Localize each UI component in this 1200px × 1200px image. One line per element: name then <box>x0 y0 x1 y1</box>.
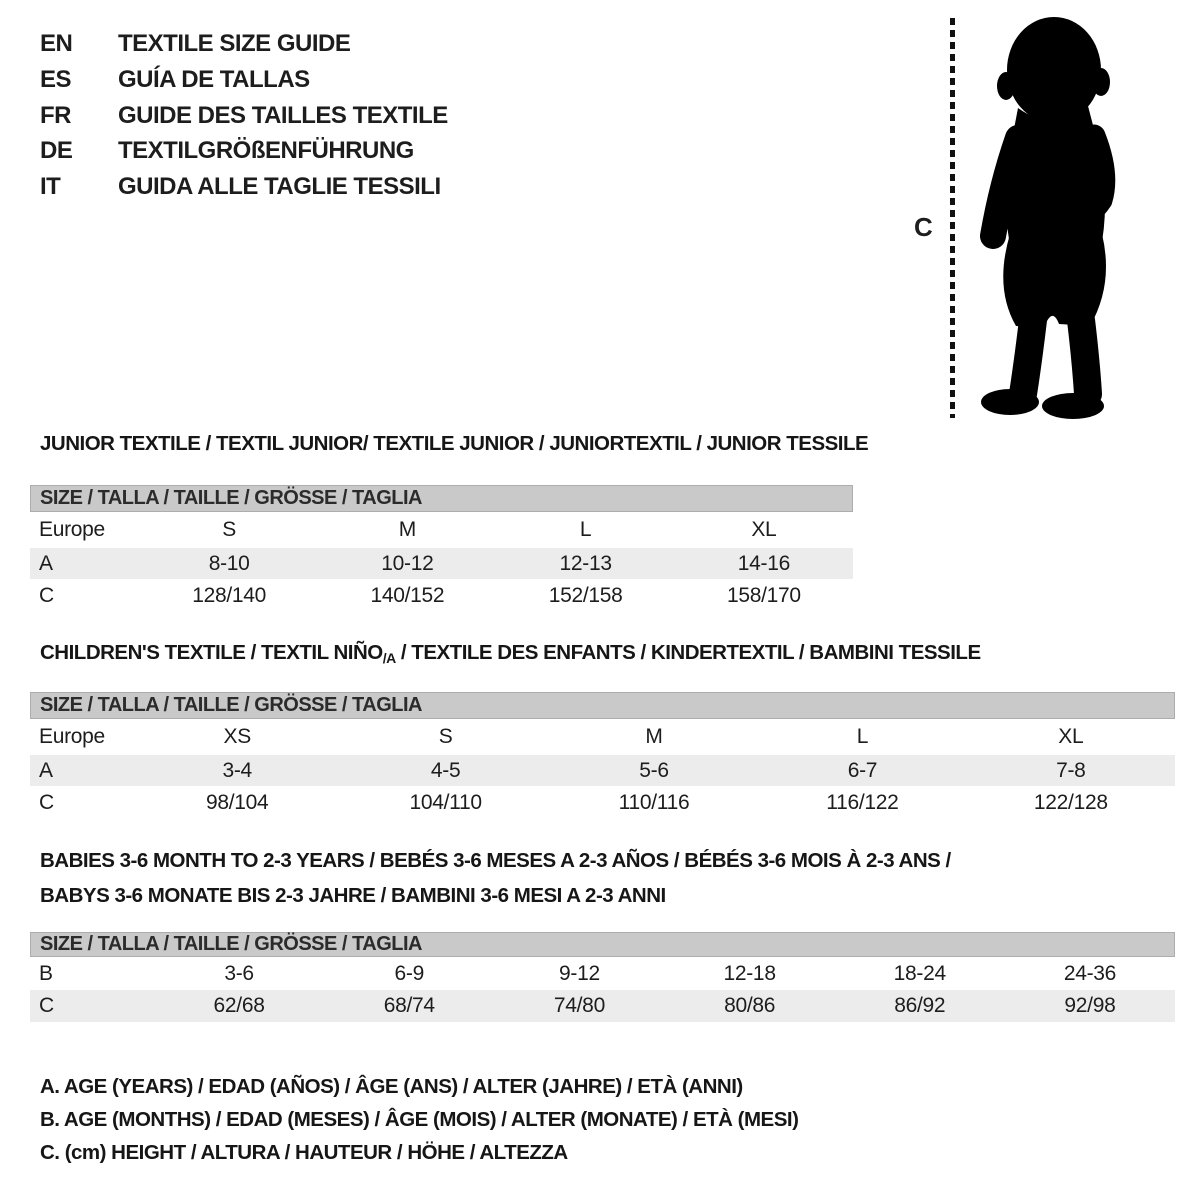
measurement-legend <box>40 1070 798 1169</box>
size-header-bar: SIZE / TALLA / TAILLE / GRÖSSE / TAGLIA <box>30 692 1175 719</box>
size-cell: S <box>438 725 453 748</box>
row-label: C <box>39 994 54 1017</box>
size-cell: L <box>856 725 869 748</box>
lang-title: GUIDE DES TAILLES TEXTILE <box>118 101 448 129</box>
legend-line-a: A. AGE (YEARS) / EDAD (AÑOS) / ÂGE (ANS) / ALTER (JAHRE) / ETÀ (ANNI) <box>40 1075 743 1098</box>
lang-title: TEXTILE SIZE GUIDE <box>118 30 351 57</box>
height-measure-label: C <box>914 212 933 242</box>
children-title-sub: /A <box>382 650 396 666</box>
lang-code: DE <box>40 137 73 165</box>
size-cell: 12-13 <box>559 551 612 575</box>
lang-code: IT <box>40 173 61 201</box>
toddler-silhouette-image <box>960 12 1160 420</box>
lang-title: GUIDA ALLE TAGLIE TESSILI <box>118 173 441 201</box>
size-cell: M <box>645 725 663 748</box>
size-cell: 110/116 <box>618 790 690 814</box>
row-label: Europe <box>39 725 105 748</box>
babies-section-title-line1: BABIES 3-6 MONTH TO 2-3 YEARS / BEBÉS 3-6 MESES A 2-3 AÑOS / BÉBÉS 3-6 MOIS À 2-3 ANS / <box>40 849 951 872</box>
row-label: A <box>39 758 53 782</box>
size-cell: 122/128 <box>1033 790 1108 814</box>
size-cell: 6-9 <box>394 961 424 985</box>
size-cell: 86/92 <box>894 994 946 1017</box>
size-cell: 6-7 <box>847 758 878 782</box>
table-row <box>30 512 853 548</box>
size-cell: 128/140 <box>192 583 267 607</box>
lang-code: EN <box>40 30 73 57</box>
row-label: C <box>39 790 54 814</box>
size-cell: 140/152 <box>370 583 445 607</box>
size-cell: 12-18 <box>723 961 776 985</box>
size-cell: 80/86 <box>724 994 776 1017</box>
size-cell: XS <box>223 725 251 748</box>
size-cell: 152/158 <box>548 583 623 607</box>
size-cell: 68/74 <box>383 994 435 1017</box>
children-size-table <box>30 692 1175 819</box>
size-cell: XL <box>1058 725 1084 748</box>
table-row <box>30 719 1175 755</box>
size-cell: 9-12 <box>559 961 600 985</box>
table-row <box>30 755 1175 786</box>
children-title-prefix: CHILDREN'S TEXTILE / TEXTIL NIÑO <box>40 641 383 664</box>
size-cell: 3-6 <box>224 961 254 985</box>
lang-title: GUÍA DE TALLAS <box>118 65 310 93</box>
legend-line-b: B. AGE (MONTHS) / EDAD (MESES) / ÂGE (MOIS) / ALTER (MONATE) / ETÀ (MESI) <box>40 1108 799 1131</box>
table-row <box>30 548 853 579</box>
table-row <box>30 579 853 612</box>
size-cell: 18-24 <box>893 961 946 985</box>
babies-size-table <box>30 932 1175 1022</box>
language-header <box>40 26 448 205</box>
size-cell: 104/110 <box>409 790 482 814</box>
size-cell: L <box>579 518 592 541</box>
children-section-title <box>40 641 981 666</box>
table-row <box>30 990 1175 1022</box>
table-row <box>30 957 1175 990</box>
height-figure <box>900 8 1180 428</box>
junior-section-title: JUNIOR TEXTILE / TEXTIL JUNIOR/ TEXTILE JUNIOR / JUNIORTEXTIL / JUNIOR TESSILE <box>40 432 869 455</box>
size-cell: 8-10 <box>208 551 250 575</box>
size-cell: 7-8 <box>1056 758 1086 782</box>
table-row <box>30 786 1175 819</box>
size-cell: 74/80 <box>553 994 605 1017</box>
size-header-bar: SIZE / TALLA / TAILLE / GRÖSSE / TAGLIA <box>30 932 1175 957</box>
row-label: B <box>39 961 53 985</box>
junior-size-table <box>30 485 853 612</box>
size-cell: 10-12 <box>381 551 434 575</box>
size-cell: 24-36 <box>1063 961 1117 985</box>
size-cell: 92/98 <box>1064 994 1116 1017</box>
size-cell: 4-5 <box>430 758 461 782</box>
size-cell: 5-6 <box>639 758 669 782</box>
size-cell: 3-4 <box>222 758 252 782</box>
lang-title: TEXTILGRÖßENFÜHRUNG <box>118 137 414 165</box>
children-title-suffix: / TEXTILE DES ENFANTS / KINDERTEXTIL / BAMBINI TESSILE <box>395 641 981 664</box>
babies-section-title-line2: BABYS 3-6 MONATE BIS 2-3 JAHRE / BAMBINI 3-6 MESI A 2-3 ANNI <box>40 884 666 907</box>
size-cell: M <box>398 518 416 541</box>
size-cell: 98/104 <box>205 790 269 814</box>
lang-code: FR <box>40 101 71 129</box>
row-label: A <box>39 551 53 575</box>
lang-code: ES <box>40 65 72 93</box>
size-cell: 116/122 <box>826 790 899 814</box>
size-header-bar: SIZE / TALLA / TAILLE / GRÖSSE / TAGLIA <box>30 485 853 512</box>
size-cell: 62/68 <box>213 994 265 1017</box>
size-cell: 158/170 <box>726 583 801 607</box>
height-measure-line <box>950 18 955 418</box>
row-label: C <box>39 583 54 607</box>
size-cell: XL <box>751 518 777 541</box>
row-label: Europe <box>39 518 105 541</box>
size-cell: S <box>222 518 236 541</box>
size-cell: 14-16 <box>737 551 790 575</box>
legend-line-c: C. (cm) HEIGHT / ALTURA / HAUTEUR / HÖHE / ALTEZZA <box>40 1141 568 1164</box>
